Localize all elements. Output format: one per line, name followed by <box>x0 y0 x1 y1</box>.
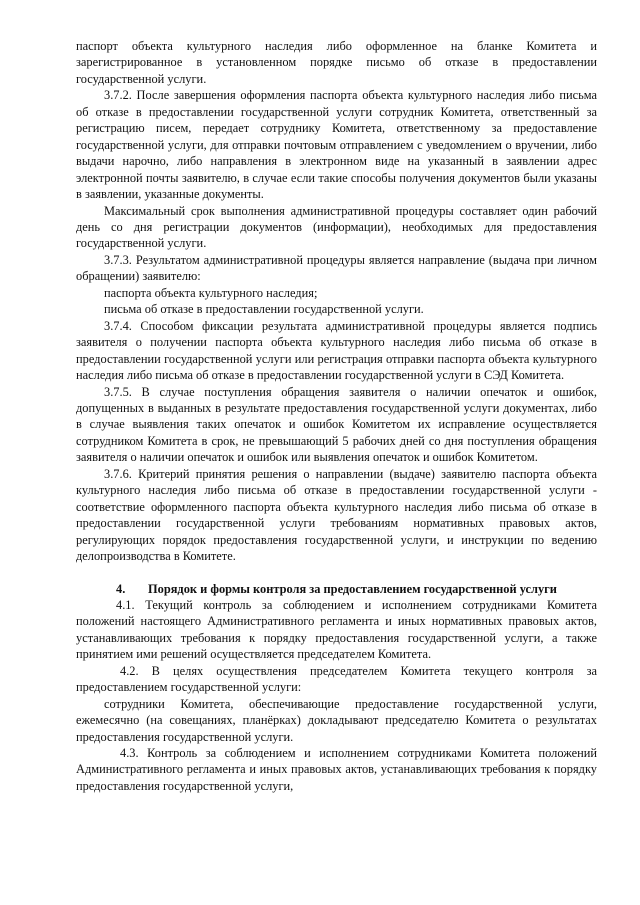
paragraph-max-time: Максимальный срок выполнения административной процедуры составляет один рабочий день со дня регистрации документов (информации), необходимых для предоставления государственной услуги. <box>76 203 597 251</box>
paragraph-4-2: 4.2. В целях осуществления председателем Комитета текущего контроля за предоставлением государственной услуги: <box>76 663 597 695</box>
paragraph-continuation: паспорт объекта культурного наследия либо оформленное на бланке Комитета и зарегистрированное в установленном порядке письмо об отказе в предоставлении государственной услуги. <box>76 39 597 86</box>
paragraph-3-7-2: 3.7.2. После завершения оформления паспорта объекта культурного наследия либо письма об отказе в предоставлении государственной услуги сотрудник Комитета, ответственный за регистрацию писем, передает сотруднику Комитета, ответственному за предоставление государственной услуги, для отправки почтовым отправлением с уведомлением о вручении, либо выдачи нарочно, либо направления в электронном виде на указанный в заявлении адрес электронной почты заявителю, в случае если такие способы получения документов были указаны в заявлении, указанные документы. <box>76 88 597 202</box>
list-item-passport: паспорта объекта культурного наследия; <box>104 285 318 300</box>
paragraph-3-7-4: 3.7.4. Способом фиксации результата административной процедуры является подпись заявителя о получении паспорта объекта культурного наследия либо письма об отказе в предоставлении государственной услуги или регистрация отправки паспорта объекта культурного наследия либо письма об отказе в предоставлении государственной услуги в СЭД Комитета. <box>76 318 597 383</box>
paragraph-4-3: 4.3. Контроль за соблюдением и исполнением сотрудниками Комитета положений Административного регламента и иных правовых актов, устанавливающих требования к порядку предоставления государственной услуги, <box>76 746 597 793</box>
document-page <box>76 38 597 794</box>
paragraph-4-2-staff: сотрудники Комитета, обеспечивающие предоставление государственной услуги, ежемесячно (на совещаниях, планёрках) докладывают председателю Комитета о результатах предоставления государственной услуги. <box>76 696 597 744</box>
paragraph-4-1: 4.1. Текущий контроль за соблюдением и исполнением сотрудниками Комитета положений настоящего Административного регламента и иных нормативных правовых актов, устанавливающих требования к порядку предоставления государственной услуги, а также принятием ими решений осуществляется председателем Комитета. <box>76 597 597 662</box>
list-item-refusal-letter: письма об отказе в предоставлении государственной услуги. <box>104 302 424 317</box>
section-heading-4 <box>76 581 597 597</box>
paragraph-3-7-5: 3.7.5. В случае поступления обращения заявителя о наличии опечаток и ошибок, допущенных в выданных в результате предоставления государственной услуги документах, либо в случае выявления таких опечаток и ошибок Комитетом их исправление осуществляется сотрудником Комитета в срок, не превышающий 5 рабочих дней со дня поступления обращения заявителя о наличии опечаток и ошибок или выявления опечаток и ошибок Комитетом. <box>76 384 597 465</box>
paragraph-3-7-3: 3.7.3. Результатом административной процедуры является направление (выдача при личном обращении) заявителю: <box>76 252 597 284</box>
paragraph-3-7-6: 3.7.6. Критерий принятия решения о направлении (выдаче) заявителю паспорта объекта культурного наследия либо письма об отказе в предоставлении государственной услуги - соответствие оформленного паспорта объекта культурного наследия либо письма об отказе в предоставлении государственной услуги требованиям нормативных правовых актов, регулирующих порядок предоставления государственной услуги, и инструкции по ведению делопроизводства в Комитете. <box>76 466 597 564</box>
section-title: Порядок и формы контроля за предоставлением государственной услуги <box>148 581 557 596</box>
section-number: 4. <box>116 581 126 596</box>
